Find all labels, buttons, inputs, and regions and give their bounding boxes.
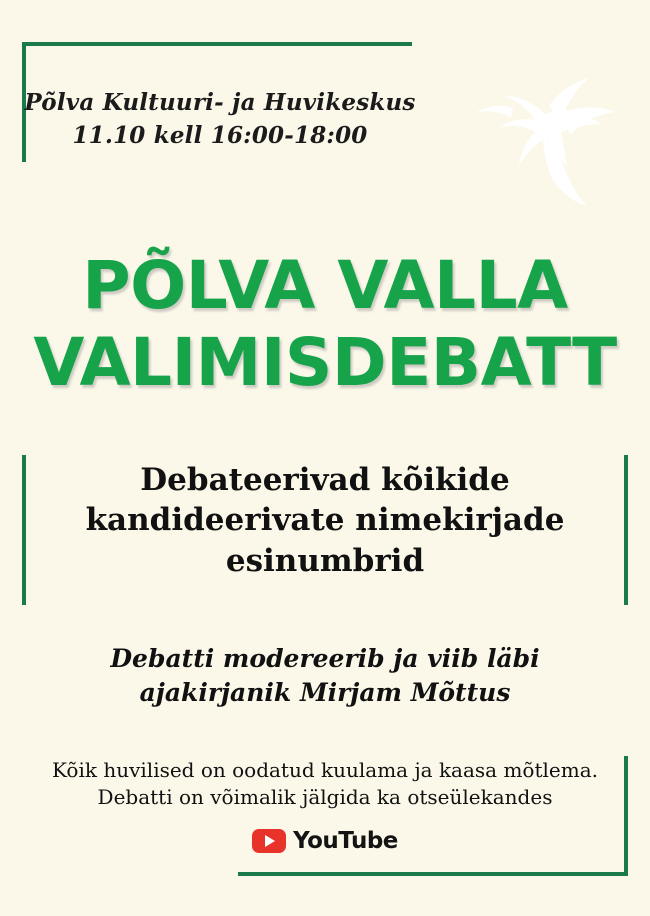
note-line-2: Debatti on võimalik jälgida ka otseülekandes — [97, 785, 553, 809]
subtitle-text: Debateerivad kõikide kandideerivate nimekirjade esinumbrid — [85, 462, 565, 579]
page-title — [0, 248, 650, 401]
frame-line-right-middle — [624, 455, 628, 605]
note-text — [20, 757, 630, 811]
youtube-icon — [252, 829, 286, 853]
venue-text: Põlva Kultuuri- ja Huvikeskus — [24, 89, 416, 116]
frame-line-left-middle — [22, 455, 26, 605]
youtube-label: YouTube — [293, 828, 398, 854]
title-line-2: VALIMISDEBATT — [33, 323, 617, 401]
poster-header — [0, 86, 440, 153]
title-line-1: PÕLVA VALLA — [82, 247, 568, 324]
datetime-text: 11.10 kell 16:00-18:00 — [72, 122, 368, 150]
hummingbird-icon — [449, 62, 624, 222]
frame-line-bottom — [238, 872, 628, 876]
youtube-badge[interactable] — [0, 828, 650, 854]
note-line-1: Kõik huvilised on oodatud kuulama ja kaasa mõtlema. — [52, 758, 598, 782]
moderator-text: Debatti modereerib ja viib läbi ajakirjanik Mirjam Mõttus — [110, 644, 540, 707]
frame-line-top — [22, 42, 412, 46]
